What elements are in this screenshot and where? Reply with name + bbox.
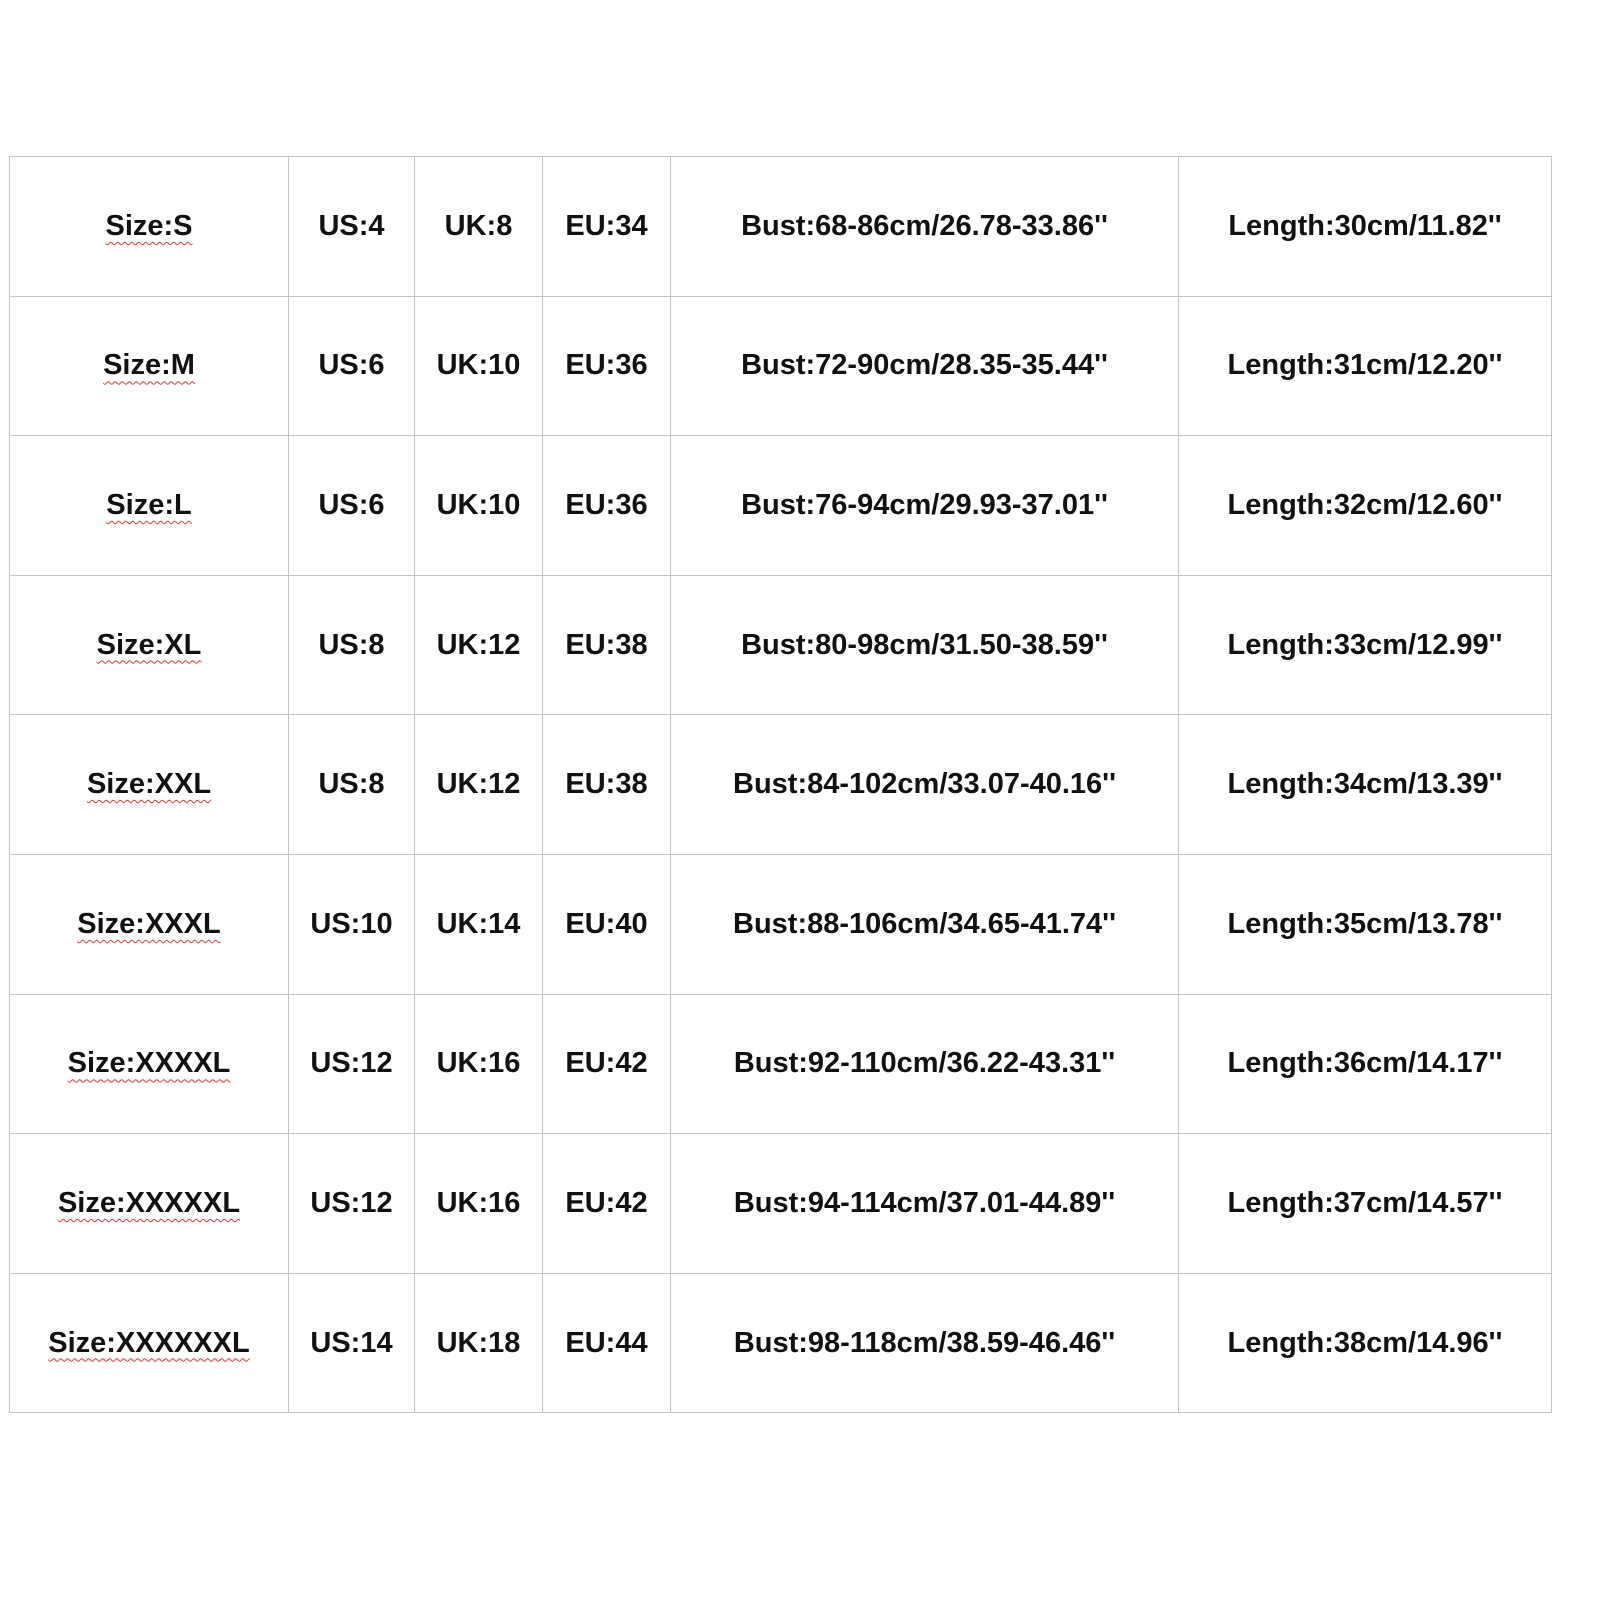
length-cell: Length:34cm/13.39'' [1179,715,1552,855]
eu-size-cell: EU:44 [543,1273,671,1413]
uk-size-cell: UK:12 [415,715,543,855]
size-cell [10,854,289,994]
size-cell [10,715,289,855]
table-row [10,854,1552,994]
table-row [10,436,1552,576]
size-cell [10,296,289,436]
us-size-cell: US:6 [289,296,415,436]
eu-size-cell: EU:36 [543,436,671,576]
eu-size-cell: EU:36 [543,296,671,436]
size-label: Size:XXXXXL [57,1186,241,1219]
table-row [10,296,1552,436]
table-row [10,994,1552,1134]
bust-cell: Bust:68-86cm/26.78-33.86'' [671,157,1179,297]
bust-cell: Bust:88-106cm/34.65-41.74'' [671,854,1179,994]
bust-cell: Bust:92-110cm/36.22-43.31'' [671,994,1179,1134]
eu-size-cell: EU:38 [543,575,671,715]
length-cell: Length:32cm/12.60'' [1179,436,1552,576]
uk-size-cell: UK:16 [415,1134,543,1274]
eu-size-cell: EU:42 [543,994,671,1134]
us-size-cell: US:12 [289,1134,415,1274]
eu-size-cell: EU:38 [543,715,671,855]
table-row [10,1273,1552,1413]
size-label: Size:XXL [86,768,212,801]
table-row [10,715,1552,855]
size-label: Size:L [106,488,192,521]
us-size-cell: US:4 [289,157,415,297]
size-cell [10,436,289,576]
us-size-cell: US:14 [289,1273,415,1413]
length-cell: Length:37cm/14.57'' [1179,1134,1552,1274]
size-label: Size:XL [96,628,202,661]
us-size-cell: US:6 [289,436,415,576]
size-label: Size:XXXL [77,907,221,940]
bust-cell: Bust:94-114cm/37.01-44.89'' [671,1134,1179,1274]
table-row [10,575,1552,715]
size-cell [10,994,289,1134]
eu-size-cell: EU:34 [543,157,671,297]
eu-size-cell: EU:40 [543,854,671,994]
bust-cell: Bust:84-102cm/33.07-40.16'' [671,715,1179,855]
bust-cell: Bust:80-98cm/31.50-38.59'' [671,575,1179,715]
size-chart-table [9,156,1552,1413]
uk-size-cell: UK:12 [415,575,543,715]
size-cell [10,1273,289,1413]
size-cell [10,1134,289,1274]
uk-size-cell: UK:8 [415,157,543,297]
uk-size-cell: UK:10 [415,436,543,576]
size-cell [10,575,289,715]
uk-size-cell: UK:10 [415,296,543,436]
size-label: Size:XXXXXXL [48,1326,250,1359]
us-size-cell: US:8 [289,575,415,715]
size-label: Size:M [103,349,195,382]
size-label: Size:S [105,209,193,242]
length-cell: Length:31cm/12.20'' [1179,296,1552,436]
length-cell: Length:38cm/14.96'' [1179,1273,1552,1413]
size-cell [10,157,289,297]
bust-cell: Bust:76-94cm/29.93-37.01'' [671,436,1179,576]
size-chart-body [10,157,1552,1413]
length-cell: Length:33cm/12.99'' [1179,575,1552,715]
length-cell: Length:30cm/11.82'' [1179,157,1552,297]
uk-size-cell: UK:16 [415,994,543,1134]
size-label: Size:XXXXL [67,1047,231,1080]
bust-cell: Bust:72-90cm/28.35-35.44'' [671,296,1179,436]
eu-size-cell: EU:42 [543,1134,671,1274]
length-cell: Length:35cm/13.78'' [1179,854,1552,994]
us-size-cell: US:8 [289,715,415,855]
table-row [10,157,1552,297]
us-size-cell: US:12 [289,994,415,1134]
uk-size-cell: UK:14 [415,854,543,994]
table-row [10,1134,1552,1274]
bust-cell: Bust:98-118cm/38.59-46.46'' [671,1273,1179,1413]
uk-size-cell: UK:18 [415,1273,543,1413]
length-cell: Length:36cm/14.17'' [1179,994,1552,1134]
us-size-cell: US:10 [289,854,415,994]
